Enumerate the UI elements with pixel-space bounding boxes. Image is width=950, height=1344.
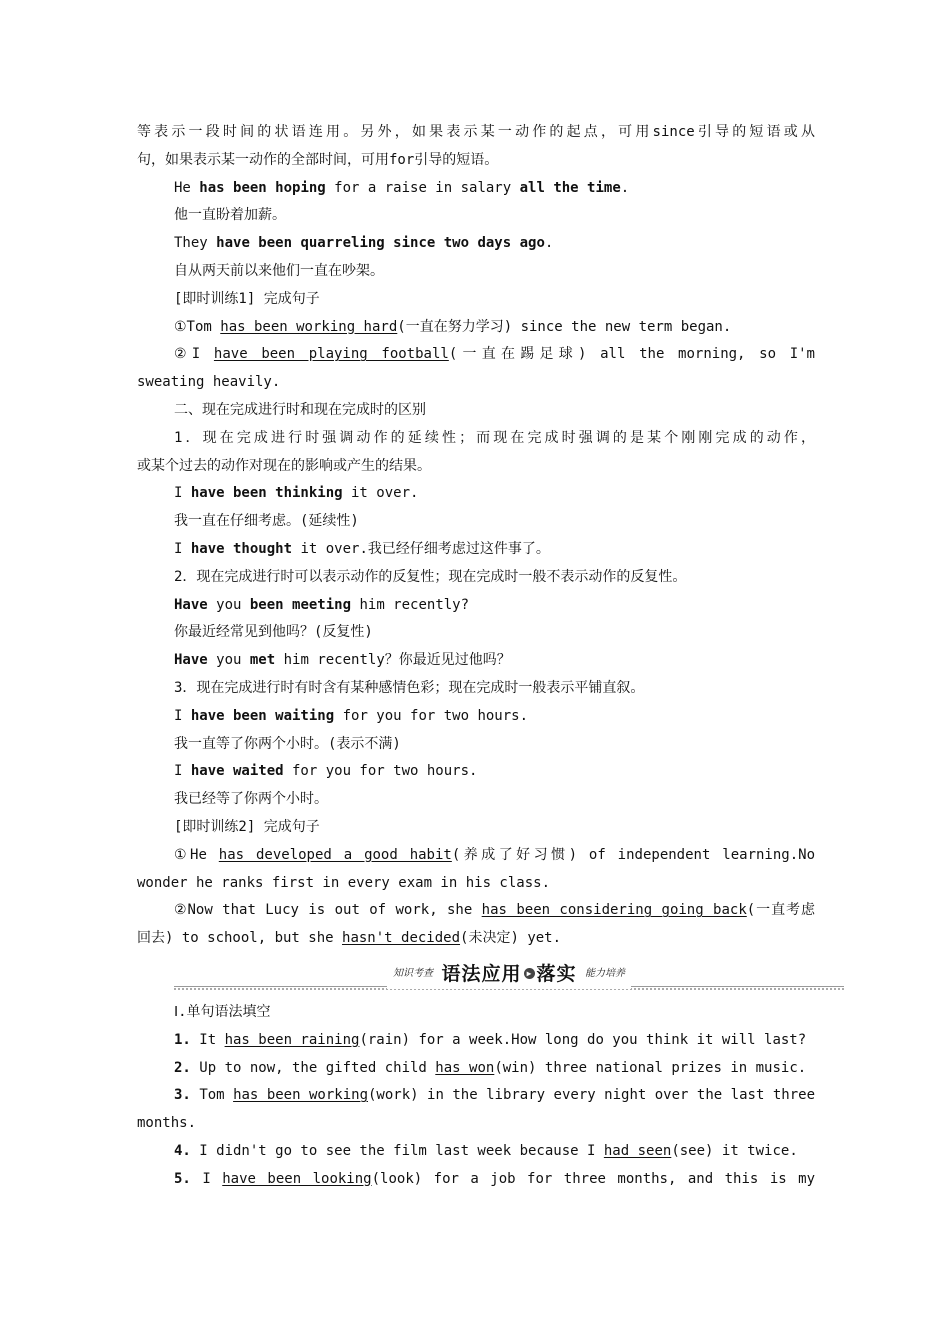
arrow-right-icon: ▶ [524, 968, 535, 979]
answer-blank: has been raining [224, 1031, 360, 1048]
drill-title: [即时训练2] 完成句子 [174, 818, 320, 835]
intro-line-2: 句，如果表示某一动作的全部时间，可用for引导的短语。 [137, 151, 499, 168]
banner-left-label: 知识考查 [393, 967, 434, 979]
rule-point: 1．现在完成进行时强调动作的延续性；而现在完成时强调的是某个刚刚完成的动作， [174, 429, 815, 446]
answer-blank: has been working [233, 1087, 368, 1104]
intro-line-1: 等表示一段时间的状语连用。另外，如果表示某一动作的起点，可用since引导的短语或从 [137, 124, 815, 140]
drill-question: ①Tom has been working hard(一直在努力学习) since the new term began. [174, 318, 732, 335]
answer-blank: has developed a good habit [218, 846, 452, 863]
drill-question: ①He has developed a good habit(养成了好习惯) of independent learning.No [174, 846, 816, 863]
example-sentence: They have been quarreling since two days ago. [174, 235, 554, 252]
banner-title-1: 语法应用 [441, 962, 522, 985]
drill-title: [即时训练1] 完成句子 [174, 290, 320, 307]
banner-right-label: 能力培养 [584, 967, 625, 979]
document-page [137, 119, 815, 1193]
exercise-item: 3. Tom has been working(work) in the library every night over the last three [174, 1087, 815, 1104]
exercise-item: 2. Up to now, the gifted child has won(win) three national prizes in music. [174, 1059, 807, 1076]
example-translation: 我一直在仔细考虑。(延续性) [174, 513, 359, 530]
drill-question-cont: wonder he ranks first in every exam in his class. [137, 874, 551, 891]
example-translation: 自从两天前以来他们一直在吵架。 [174, 262, 384, 279]
example-sentence: Have you met him recently？你最近见过他吗？ [174, 652, 511, 669]
example-sentence: I have been waiting for you for two hours. [174, 707, 529, 724]
example-translation: 你最近经常见到他吗？(反复性) [174, 624, 373, 641]
drill-question: ②I have been playing football(一直在踢足球) all the morning, so I'm [174, 346, 815, 363]
exercise-title: Ⅰ.单句语法填空 [174, 1003, 271, 1020]
example-translation: 我已经等了你两个小时。 [174, 791, 328, 808]
example-sentence: I have thought it over.我已经仔细考虑过这件事了。 [174, 540, 550, 557]
rule-point-cont: 或某个过去的动作对现在的影响或产生的结果。 [137, 457, 431, 474]
banner-title-2: 落实 [536, 962, 577, 985]
answer-blank: has been working hard [220, 318, 398, 335]
example-sentence: Have you been meeting him recently? [174, 596, 470, 613]
exercise-item: 4. I didn't go to see the film last week because I had seen(see) it twice. [174, 1142, 798, 1159]
rule-point: 2．现在完成进行时可以表示动作的反复性；现在完成时一般不表示动作的反复性。 [174, 568, 687, 585]
section-heading: 二、现在完成进行时和现在完成时的区别 [174, 401, 426, 418]
example-sentence: He has been hoping for a raise in salary all the time. [174, 179, 630, 196]
answer-blank: has been considering going back [481, 902, 747, 919]
exercise-item-cont: months. [137, 1115, 197, 1132]
drill-question-cont: 回去) to school, but she hasn't decided(未决定) yet. [137, 930, 562, 947]
drill-question-cont: sweating heavily. [137, 374, 281, 391]
section-banner [174, 959, 844, 989]
drill-question: ②Now that Lucy is out of work, she has been considering going back(一直考虑 [174, 902, 815, 919]
answer-blank: have been playing football [213, 346, 449, 363]
answer-blank: hasn't decided [342, 930, 461, 947]
exercise-item: 5. I have been looking(look) for a job for three months, and this is my [174, 1170, 815, 1187]
answer-blank: has won [435, 1059, 495, 1076]
example-translation: 他一直盼着加薪。 [174, 207, 286, 224]
rule-point: 3．现在完成进行时有时含有某种感情色彩；现在完成时一般表示平铺直叙。 [174, 679, 645, 696]
answer-blank: have been looking [222, 1170, 372, 1187]
example-sentence: I have been thinking it over. [174, 485, 419, 502]
exercise-item: 1. It has been raining(rain) for a week.How long do you think it will last? [174, 1031, 807, 1048]
example-sentence: I have waited for you for two hours. [174, 763, 478, 780]
answer-blank: had seen [603, 1142, 672, 1159]
example-translation: 我一直等了你两个小时。(表示不满) [174, 735, 401, 752]
